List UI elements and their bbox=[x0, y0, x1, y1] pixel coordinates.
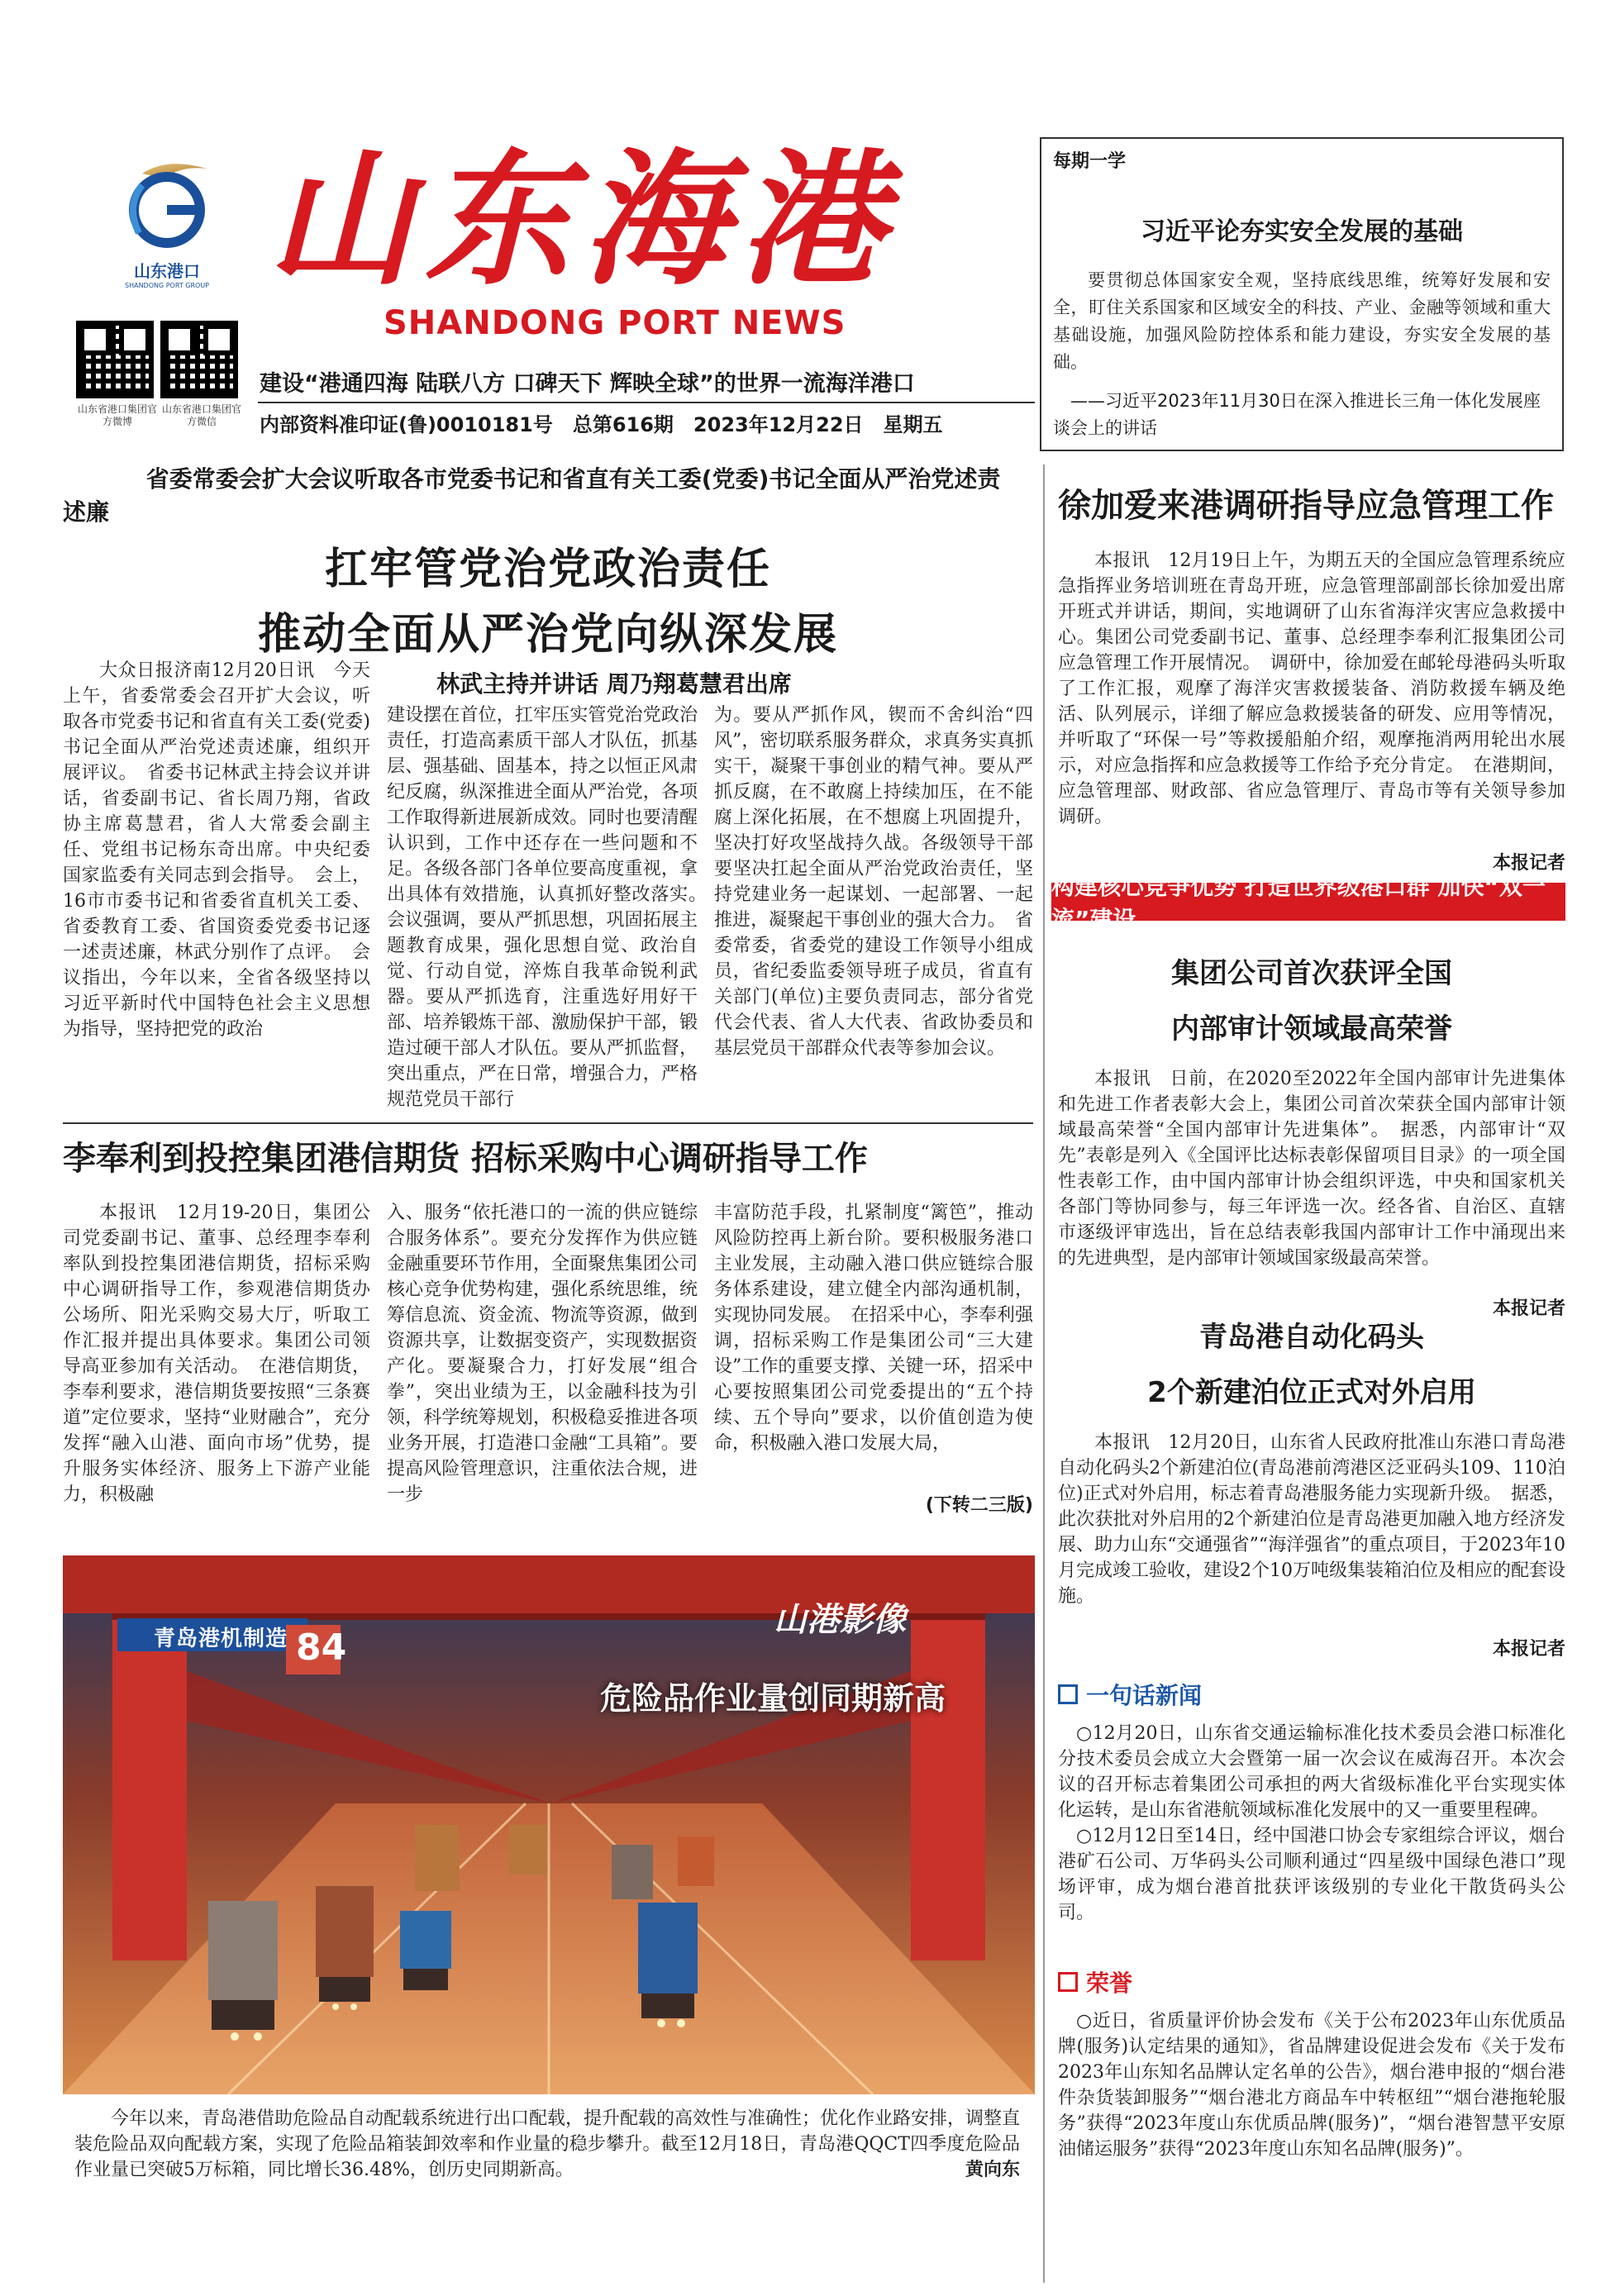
lead-col-3: 为。要从严抓作风，锲而不舍纠治“四风”，密切联系服务群众，求真务实真抓实干，凝聚干事创业的精气神。要从严抓反腐，在不敢腐上持续加压，在不能腐上深化拓展，在不想腐上巩固提升，坚决打好攻坚战持久战。各级领导干部要坚决扛起全面从严治党政治责任，坚持党建业务一起谋划、一起部署、一起推进，凝聚起干事创业的强大合力。 省委常委，省委党的建设工作领导小组成员，省纪委监委领导班子成员，省直有关部门(单位)主要负责同志，部分省党代会代表、省人大代表、省政协委员和基层党员干部群众代表等参加会议。 bbox=[714, 705, 1033, 1059]
qr-weibo[interactable] bbox=[76, 321, 159, 428]
li-continued: (下转二三版) bbox=[925, 1495, 1033, 1516]
lead-headline-2: 推动全面从严治党向纵深发展 bbox=[257, 610, 838, 660]
xu-article bbox=[1058, 479, 1565, 881]
photo-caption bbox=[74, 2106, 1020, 2183]
audit-headline-2: 内部审计领域最高荣誉 bbox=[1171, 1012, 1452, 1046]
qr-wechat[interactable] bbox=[160, 321, 243, 428]
li-col-1: 本报讯 12月19-20日，集团公司党委副书记、董事、总经理李奉利率队到投控集团港信期货，招标采购中心调研指导工作，参观港信期货办公场所、阳光采购交易大厅，听取工作汇报并提出具体要求。集团公司领导高亚参加有关活动。 在港信期货，李奉利要求，港信期货要按照“三条赛道”定位要求，坚持“业财融合”，充分发挥“融入山港、面向市场”优势，提升服务实体经济、服务上下游产业能力，积极融 bbox=[63, 1203, 370, 1505]
shandong-port-logo bbox=[109, 157, 225, 289]
study-title: 习近平论夯实安全发展的基础 bbox=[1141, 217, 1463, 246]
port-logo-icon bbox=[109, 157, 225, 255]
qr-label: 山东省港口集团官方微信 bbox=[161, 403, 241, 427]
audit-body: 本报讯 日前，在2020至2022年全国内部审计先进集体和先进工作者表彰大会上，集团公司首次荣获全国内部审计领域最高荣誉“全国内部审计先进集体”。 据悉，内部审计“双先”表彰是列入《全国评比达标表彰保留项目目录》的一项全国性表彰工作，由中国内部审计协会组织评选，中央和国家机关各部门等协同参与，每三年评选一次。经各省、自治区、直辖市逐级评审选出，旨在总结表彰我国内部审计工作中涌现出来的先进典型，是内部审计领域国家级最高荣誉。 bbox=[1058, 1069, 1565, 1269]
lead-kicker: 省委常委会扩大会议听取各市党委书记和省直有关工委(党委)书记全面从严治党述责述廉 bbox=[63, 465, 1001, 526]
lead-headline-1: 扛牢管党治党政治责任 bbox=[324, 545, 771, 594]
honor-item-1: ○近日，省质量评价协会发布《关于公布2023年山东优质品牌(服务)认定结果的通知》，省品牌建设促进会发布《关于发布2023年山东知名品牌认定名单的公告》，烟台港申报的“烟台港件杂货装卸服务”“烟台港北方商品车中转枢纽”“烟台港拖轮服务”获得“2023年度山东优质品牌(服务)”，“烟台港智慧平安原油储运服务”获得“2023年度山东知名品牌(服务)”。 bbox=[1058, 2011, 1565, 2160]
news-brief-item-2: ○12月12日至14日，经中国港口协会专家组综合评议，烟台港矿石公司、万华码头公司顺利通过“四星级中国绿色港口”现场评审，成为烟台港首批获评该级别的专业化干散货码头公司。 bbox=[1058, 1826, 1565, 1923]
lead-subhead: 林武主持并讲话 周乃翔葛慧君出席 bbox=[436, 670, 792, 698]
news-brief-header bbox=[1058, 1678, 1565, 1711]
lead-article bbox=[63, 463, 1033, 1108]
qr-label: 山东省港口集团官方微博 bbox=[77, 403, 157, 427]
lead-col-2: 建设摆在首位，扛牢压实管党治党政治责任，打造高素质干部人才队伍，抓基层、强基础、固基本，持之以恒正风肃纪反腐，纵深推进全面从严治党，各项工作取得新进展新成效。同时也要清醒认识到，工作中还存在一些问题和不足。各级各部门各单位要高度重视，拿出具体有效措施，认真抓好整改落实。 会议强调，要从严抓思想，巩固拓展主题教育成果，强化思想自觉、政治自觉、行动自觉，淬炼自我革命锐利武器。要从严抓选育，注重选好用好干部、培养锻炼干部、激励保护干部，锻造过硬干部人才队伍。要从严抓监督，突出重点，严在日常，增强合力，严格规范党员干部行 bbox=[387, 705, 717, 1110]
xu-signature: 本报记者 bbox=[1492, 853, 1565, 874]
square-icon bbox=[1058, 1972, 1078, 1992]
masthead-title: 山东海港 bbox=[268, 134, 897, 305]
honor-header bbox=[1058, 1965, 1565, 1998]
honor bbox=[1058, 1965, 1565, 2205]
news-brief bbox=[1058, 1678, 1565, 1951]
crane-number: 84 bbox=[296, 1627, 347, 1669]
lead-col-1: 大众日报济南12月20日讯 今天上午，省委常委会召开扩大会议，听取各市党委书记和省直有关工委(党委)书记全面从严治党述责述廉，组织开展评议。 省委书记林武主持会议并讲话，省委副书记、省长周乃翔，省政协主席葛慧君，省人大常委会副主任、党组书记杨东奇出席。中央纪委国家监委有关同志到会指导。 会上，16市市委书记和省委省直机关工委、省委教育工委、省国资委党委书记逐一述责述廉，林武分别作了点评。 会议指出，今年以来，全省各级坚持以习近平新时代中国特色社会主义思想为指导，坚持把党的政治 bbox=[63, 660, 370, 1040]
logo-label: 山东港口 bbox=[134, 261, 200, 281]
li-article bbox=[63, 1132, 1033, 1537]
photo-brand-logo: 山港影像 bbox=[774, 1600, 906, 1639]
qr-code-icon bbox=[76, 321, 154, 398]
photo-overlay-title: 危险品作业量创同期新高 bbox=[600, 1680, 946, 1717]
theme-banner: 构建核心竞争优势 打造世界级港口群 加快“双一流”建设 bbox=[1051, 883, 1565, 921]
photo-caption-text: 今年以来，青岛港借助危险品自动配载系统进行出口配载，提升配载的高效性与准确性；优化作业路安排，调整直装危险品双向配载方案，实现了危险品箱装卸效率和作业量的稳步攀升。截至12月18日，青岛港QQCT四季度危险品作业量已突破5万标箱，同比增长36.48%，创历史同期新高。 bbox=[74, 2108, 1021, 2180]
audit-headline-1: 集团公司首次获评全国 bbox=[1171, 957, 1452, 990]
qr-code-icon bbox=[160, 321, 238, 398]
masthead-slogan: 建设“港通四海 陆联八方 口碑天下 辉映全球”的世界一流海洋港口 bbox=[260, 371, 915, 397]
news-brief-item-1: ○12月20日，山东省交通运输标准化技术委员会港口标准化分技术委员会成立大会暨第一届一次会议在威海召开。本次会议的召开标志着集团公司承担的两大省级标准化平台实现实体化运转，是山东省港航领域标准化发展中的又一重要里程碑。 bbox=[1058, 1723, 1565, 1821]
study-body: 要贯彻总体国家安全观，坚持底线思维，统筹好发展和安全，盯住关系国家和区域安全的科技、产业、金融等领域和重大基础设施，加强风险防控体系和能力建设，夯实安全发展的基础。 bbox=[1053, 270, 1551, 372]
xu-body: 本报讯 12月19日上午，为期五天的全国应急管理系统应急指挥业务培训班在青岛开班，应急管理部副部长徐加爱出席开班式并讲话，期间，实地调研了山东省海洋灾害应急救援中心。集团公司党委副书记、董事、总经理李奉利汇报集团公司应急管理工作开展情况。 调研中，徐加爱在邮轮母港码头听取了工作汇报，观摩了海洋灾害救援装备、消防救援车辆及绝活、队列展示，详细了解应急救援装备的研发、应用等情况，并听取了“环保一号”等救援船舶介绍，观摩拖消两用轮出水展示，对应急指挥和应急救援等工作给予充分肯定。 在港期间，应急管理部、财政部、省应急管理厅、青岛市等有关领导参加调研。 bbox=[1058, 550, 1565, 827]
issue-line: 内部资料准印证(鲁)0010181号 总第616期 2023年12月22日 星期五 bbox=[260, 413, 943, 436]
crane-sign: 青岛港机制造 bbox=[154, 1627, 288, 1651]
photo-credit: 黄向东 bbox=[965, 2160, 1020, 2180]
square-icon bbox=[1058, 1684, 1078, 1704]
xu-headline: 徐加爱来港调研指导应急管理工作 bbox=[1058, 487, 1554, 525]
honor-label: 荣誉 bbox=[1086, 1970, 1133, 1997]
terminal-headline-2: 2个新建泊位正式对外启用 bbox=[1147, 1376, 1476, 1409]
li-headline: 李奉利到投控集团港信期货 招标采购中心调研指导工作 bbox=[63, 1140, 868, 1178]
audit-article bbox=[1058, 950, 1565, 1319]
terminal-signature: 本报记者 bbox=[1492, 1639, 1565, 1660]
study-source: ——习近平2023年11月30日在深入推进长三角一体化发展座谈会上的讲话 bbox=[1053, 391, 1541, 438]
audit-signature: 本报记者 bbox=[1492, 1298, 1565, 1319]
masthead-rule bbox=[258, 402, 1035, 403]
study-box bbox=[1040, 137, 1564, 451]
news-brief-label: 一句话新闻 bbox=[1086, 1682, 1203, 1709]
li-col-2: 入、服务“依托港口的一流的供应链综合服务体系”。要充分发挥作为供应链金融重要环节作用，全面聚焦集团公司核心竞争优势构建，强化系统思维，统筹信息流、资金流、物流等资源，做到资源共享，让数据变资产，实现数据资产化。要凝聚合力，打好发展“组合拳”，突出业绩为王，以金融科技为引领，科学统筹规划，积极稳妥推进各项业务开展，打造港口金融“工具箱”。要提高风险管理意识，注重依法合规，进一步 bbox=[387, 1203, 698, 1505]
terminal-article bbox=[1058, 1314, 1565, 1660]
column-rule bbox=[1043, 464, 1045, 2283]
terminal-headline-1: 青岛港自动化码头 bbox=[1199, 1321, 1424, 1354]
masthead-english-title: SHANDONG PORT NEWS bbox=[384, 304, 846, 342]
logo-sublabel: SHANDONG PORT GROUP bbox=[125, 282, 209, 289]
li-col-3: 丰富防范手段，扎紧制度“篱笆”，推动风险防控再上新台阶。要积极服务港口主业发展，主动融入港口供应链综合服务体系建设，建立健全内部沟通机制，实现协同发展。 在招采中心，李奉利强调，招标采购工作是集团公司“三大建设”工作的重要支撑、关键一环，招采中心要按照集团公司党委提出的“五个持续、五个导向”要求，以价值创造为使命，积极融入港口发展大局， bbox=[714, 1203, 1033, 1454]
masthead bbox=[63, 134, 1033, 455]
section-rule bbox=[63, 1122, 1033, 1124]
terminal-body: 本报讯 12月20日，山东省人民政府批准山东港口青岛港自动化码头2个新建泊位(青岛港前湾港区泛亚码头109、110泊位)正式对外启用，标志着青岛港服务能力实现新升级。 据悉，此次获批对外启用的2个新建泊位是青岛港更加融入地方经济发展、助力山东“交通强省”“海洋强省”的重点项目，于2023年10月完成竣工验收，建设2个10万吨级集装箱泊位及相应的配套设施。 bbox=[1058, 1432, 1565, 1607]
study-label: 每期一学 bbox=[1053, 151, 1127, 172]
feature-photo bbox=[63, 1555, 1035, 2094]
